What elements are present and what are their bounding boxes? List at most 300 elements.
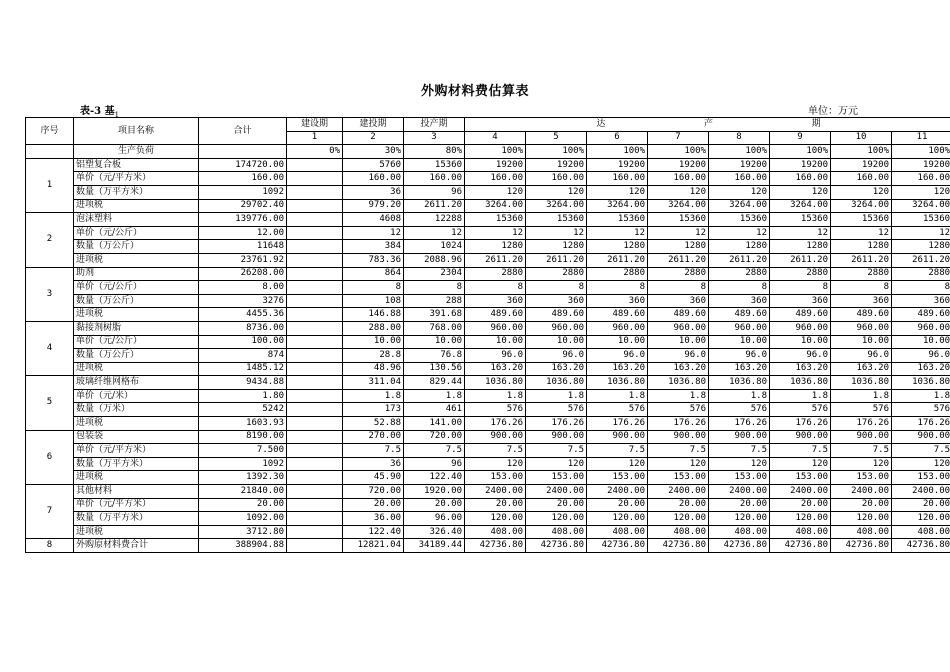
item-value: 900.00 <box>770 430 831 444</box>
item-value: 160.00 <box>892 172 950 186</box>
item-value: 900.00 <box>892 430 950 444</box>
item-value: 96.0 <box>709 349 770 363</box>
item-name: 进项税 <box>74 308 199 322</box>
item-value: 42736.80 <box>831 539 892 553</box>
item-value: 1024 <box>404 240 465 254</box>
table-row <box>26 485 950 499</box>
item-value: 7.5 <box>892 444 950 458</box>
table-row <box>26 253 950 267</box>
item-value: 489.60 <box>648 308 709 322</box>
item-value <box>287 539 343 553</box>
item-value: 2611.20 <box>404 199 465 213</box>
item-value: 4608 <box>343 213 404 227</box>
item-value: 176.26 <box>709 417 770 431</box>
item-value: 120 <box>526 185 587 199</box>
item-name: 数量（万米） <box>74 403 199 417</box>
item-name: 数量（万公斤） <box>74 349 199 363</box>
table-row <box>26 376 950 390</box>
table-row <box>26 498 950 512</box>
item-value: 122.40 <box>343 525 404 539</box>
header-build-invest: 建投期 <box>343 118 404 132</box>
item-value: 120 <box>465 185 526 199</box>
item-value: 36.00 <box>343 512 404 526</box>
item-value: 900.00 <box>526 430 587 444</box>
item-name: 进项税 <box>74 362 199 376</box>
table-row <box>26 430 950 444</box>
item-value: 2400.00 <box>465 485 526 499</box>
item-value: 12 <box>709 226 770 240</box>
item-value: 360 <box>709 294 770 308</box>
item-value <box>287 376 343 390</box>
item-value: 960.00 <box>526 321 587 335</box>
item-value: 96.0 <box>892 349 950 363</box>
item-value: 19200 <box>831 158 892 172</box>
item-value: 10.00 <box>892 335 950 349</box>
item-value: 160.00 <box>343 172 404 186</box>
item-value: 1280 <box>465 240 526 254</box>
item-value: 960.00 <box>587 321 648 335</box>
item-value <box>287 362 343 376</box>
item-total: 388904.88 <box>199 539 287 553</box>
item-value <box>287 498 343 512</box>
item-value: 8 <box>404 281 465 295</box>
item-value: 10.00 <box>465 335 526 349</box>
item-value: 153.00 <box>831 471 892 485</box>
item-value <box>287 172 343 186</box>
item-value: 1.8 <box>648 389 709 403</box>
item-name: 单价（元/平方米） <box>74 444 199 458</box>
load-value: 80% <box>404 145 465 159</box>
item-value <box>287 457 343 471</box>
item-value: 326.40 <box>404 525 465 539</box>
item-value: 576 <box>526 403 587 417</box>
load-value: 100% <box>709 145 770 159</box>
page-title: 外购材料费估算表 <box>420 84 529 99</box>
item-total: 1092.00 <box>199 512 287 526</box>
item-value: 8 <box>465 281 526 295</box>
header-year: 11 <box>892 131 950 145</box>
table-row <box>26 417 950 431</box>
item-value: 12 <box>770 226 831 240</box>
item-value: 1036.80 <box>892 376 950 390</box>
table-row <box>26 267 950 281</box>
item-value: 7.5 <box>831 444 892 458</box>
header-year: 9 <box>770 131 831 145</box>
item-value: 160.00 <box>465 172 526 186</box>
item-value: 720.00 <box>404 430 465 444</box>
item-value: 7.5 <box>343 444 404 458</box>
item-value: 3264.00 <box>587 199 648 213</box>
item-value: 42736.80 <box>587 539 648 553</box>
item-value: 48.96 <box>343 362 404 376</box>
item-value: 3264.00 <box>648 199 709 213</box>
item-value: 120 <box>892 185 950 199</box>
table-row <box>26 321 950 335</box>
item-value: 12288 <box>404 213 465 227</box>
item-name: 包装袋 <box>74 430 199 444</box>
item-value: 19200 <box>465 158 526 172</box>
item-value: 7.5 <box>770 444 831 458</box>
item-value: 120 <box>709 185 770 199</box>
item-name: 助剂 <box>74 267 199 281</box>
table-row <box>26 457 950 471</box>
item-value: 1.8 <box>892 389 950 403</box>
item-value: 153.00 <box>526 471 587 485</box>
item-value: 1036.80 <box>709 376 770 390</box>
item-value: 19200 <box>892 158 950 172</box>
item-value: 2400.00 <box>526 485 587 499</box>
item-value: 20.00 <box>892 498 950 512</box>
item-value: 408.00 <box>831 525 892 539</box>
item-value: 576 <box>831 403 892 417</box>
header-row-1 <box>26 118 950 132</box>
item-value: 2880 <box>709 267 770 281</box>
seq-cell: 4 <box>26 321 74 375</box>
item-value: 2880 <box>587 267 648 281</box>
item-value: 1280 <box>770 240 831 254</box>
item-value: 8 <box>526 281 587 295</box>
item-value: 489.60 <box>526 308 587 322</box>
item-value: 360 <box>526 294 587 308</box>
item-value: 489.60 <box>770 308 831 322</box>
item-total: 174720.00 <box>199 158 287 172</box>
item-value: 120 <box>465 457 526 471</box>
load-value: 100% <box>770 145 831 159</box>
item-value: 10.00 <box>831 335 892 349</box>
item-value: 360 <box>648 294 709 308</box>
item-name: 数量（万公斤） <box>74 294 199 308</box>
item-value: 96.00 <box>404 512 465 526</box>
item-value: 10.00 <box>648 335 709 349</box>
table-code: 表-3 基$_1$ <box>80 106 120 119</box>
item-value: 120.00 <box>526 512 587 526</box>
item-name: 玻璃纤维网格布 <box>74 376 199 390</box>
table-row <box>26 539 950 553</box>
load-value: 0% <box>287 145 343 159</box>
item-value: 12 <box>648 226 709 240</box>
item-value: 19200 <box>648 158 709 172</box>
item-name: 其他材料 <box>74 485 199 499</box>
item-value <box>287 403 343 417</box>
item-value: 146.88 <box>343 308 404 322</box>
item-value: 76.8 <box>404 349 465 363</box>
item-value <box>287 213 343 227</box>
item-value: 1.8 <box>343 389 404 403</box>
item-value <box>287 444 343 458</box>
header-total: 合计 <box>199 118 287 145</box>
item-value: 10.00 <box>404 335 465 349</box>
header-year: 2 <box>343 131 404 145</box>
item-value: 28.8 <box>343 349 404 363</box>
seq-cell: 6 <box>26 430 74 484</box>
item-value: 120.00 <box>465 512 526 526</box>
item-value <box>287 281 343 295</box>
item-value: 19200 <box>587 158 648 172</box>
item-value: 15360 <box>770 213 831 227</box>
seq-cell: 3 <box>26 267 74 321</box>
header-year: 3 <box>404 131 465 145</box>
item-value: 163.20 <box>892 362 950 376</box>
item-value: 19200 <box>526 158 587 172</box>
item-value: 576 <box>465 403 526 417</box>
header-year: 6 <box>587 131 648 145</box>
item-value: 160.00 <box>831 172 892 186</box>
item-value: 1280 <box>587 240 648 254</box>
item-total: 1.80 <box>199 389 287 403</box>
header-build: 建设期 <box>287 118 343 132</box>
item-value <box>287 321 343 335</box>
item-value: 720.00 <box>343 485 404 499</box>
item-value: 288 <box>404 294 465 308</box>
item-value: 2880 <box>465 267 526 281</box>
item-value: 176.26 <box>892 417 950 431</box>
header-name: 项目名称 <box>74 118 199 145</box>
item-name: 单价（元/公斤） <box>74 335 199 349</box>
item-value: 108 <box>343 294 404 308</box>
item-value <box>287 226 343 240</box>
item-value: 96.0 <box>587 349 648 363</box>
item-value: 163.20 <box>709 362 770 376</box>
load-value: 100% <box>526 145 587 159</box>
table-row <box>26 444 950 458</box>
item-value: 408.00 <box>526 525 587 539</box>
item-value: 160.00 <box>404 172 465 186</box>
item-value: 900.00 <box>648 430 709 444</box>
item-value: 12 <box>404 226 465 240</box>
item-value: 391.68 <box>404 308 465 322</box>
item-name: 数量（万平方米） <box>74 185 199 199</box>
seq-cell: 8 <box>26 539 74 553</box>
item-value: 163.20 <box>587 362 648 376</box>
item-value: 1.8 <box>404 389 465 403</box>
item-total: 1485.12 <box>199 362 287 376</box>
item-value: 96.0 <box>831 349 892 363</box>
table-row <box>26 213 950 227</box>
item-value: 12 <box>526 226 587 240</box>
item-value: 1920.00 <box>404 485 465 499</box>
item-value: 96 <box>404 457 465 471</box>
item-value: 7.5 <box>526 444 587 458</box>
item-value: 160.00 <box>587 172 648 186</box>
item-value: 10.00 <box>526 335 587 349</box>
item-value: 176.26 <box>465 417 526 431</box>
item-value: 122.40 <box>404 471 465 485</box>
item-value: 576 <box>770 403 831 417</box>
item-value <box>287 199 343 213</box>
item-value: 461 <box>404 403 465 417</box>
header-year: 8 <box>709 131 770 145</box>
item-value: 15360 <box>892 213 950 227</box>
item-value: 2880 <box>526 267 587 281</box>
item-name: 数量（万平方米） <box>74 512 199 526</box>
item-value: 408.00 <box>648 525 709 539</box>
item-value: 1280 <box>892 240 950 254</box>
item-value: 120 <box>587 457 648 471</box>
item-value: 20.00 <box>709 498 770 512</box>
item-value: 176.26 <box>526 417 587 431</box>
item-value: 160.00 <box>648 172 709 186</box>
header-reach-production: 达 产 期 <box>465 118 950 132</box>
item-value: 163.20 <box>465 362 526 376</box>
item-value: 960.00 <box>831 321 892 335</box>
item-value: 120.00 <box>892 512 950 526</box>
item-value: 2611.20 <box>526 253 587 267</box>
table-row <box>26 403 950 417</box>
item-value: 829.44 <box>404 376 465 390</box>
item-value: 2880 <box>648 267 709 281</box>
table-row <box>26 335 950 349</box>
item-value: 15360 <box>587 213 648 227</box>
seq-cell <box>26 145 74 159</box>
item-value: 120.00 <box>709 512 770 526</box>
item-total: 160.00 <box>199 172 287 186</box>
item-value: 120 <box>648 457 709 471</box>
item-value: 120 <box>770 185 831 199</box>
item-value: 408.00 <box>770 525 831 539</box>
table-row <box>26 471 950 485</box>
item-value: 153.00 <box>587 471 648 485</box>
item-value: 1.8 <box>709 389 770 403</box>
item-value: 120 <box>648 185 709 199</box>
item-value: 311.04 <box>343 376 404 390</box>
item-value: 2611.20 <box>709 253 770 267</box>
item-value: 1280 <box>709 240 770 254</box>
item-value: 15360 <box>526 213 587 227</box>
item-name: 单价（元/平方米） <box>74 498 199 512</box>
item-value: 20.00 <box>587 498 648 512</box>
item-value: 408.00 <box>465 525 526 539</box>
item-value: 15360 <box>648 213 709 227</box>
table-row <box>26 281 950 295</box>
item-value: 45.90 <box>343 471 404 485</box>
item-value: 173 <box>343 403 404 417</box>
item-total: 5242 <box>199 403 287 417</box>
item-name: 进项税 <box>74 199 199 213</box>
item-value: 1036.80 <box>526 376 587 390</box>
item-value: 3264.00 <box>526 199 587 213</box>
item-value: 8 <box>892 281 950 295</box>
item-name: 单价（元/公斤） <box>74 281 199 295</box>
table-row <box>26 172 950 186</box>
item-value <box>287 185 343 199</box>
item-value: 408.00 <box>892 525 950 539</box>
seq-cell: 7 <box>26 485 74 539</box>
load-row <box>26 145 950 159</box>
item-value: 2611.20 <box>831 253 892 267</box>
item-value: 1036.80 <box>770 376 831 390</box>
item-name: 铝塑复合板 <box>74 158 199 172</box>
item-value: 960.00 <box>709 321 770 335</box>
item-name: 进项税 <box>74 417 199 431</box>
item-total: 9434.88 <box>199 376 287 390</box>
item-value: 2880 <box>770 267 831 281</box>
item-value: 12 <box>465 226 526 240</box>
item-value: 2400.00 <box>587 485 648 499</box>
item-value: 8 <box>770 281 831 295</box>
item-value: 489.60 <box>709 308 770 322</box>
item-value: 176.26 <box>648 417 709 431</box>
item-name: 泡沫塑料 <box>74 213 199 227</box>
item-value: 20.00 <box>343 498 404 512</box>
item-name: 进项税 <box>74 471 199 485</box>
item-value: 1.8 <box>526 389 587 403</box>
item-value: 2611.20 <box>465 253 526 267</box>
table-row <box>26 349 950 363</box>
item-value: 1280 <box>648 240 709 254</box>
item-value: 52.88 <box>343 417 404 431</box>
item-name: 外购原材料费合计 <box>74 539 199 553</box>
load-value: 100% <box>648 145 709 159</box>
item-total: 8736.00 <box>199 321 287 335</box>
load-value: 30% <box>343 145 404 159</box>
item-total: 8.00 <box>199 281 287 295</box>
item-value <box>287 253 343 267</box>
item-value <box>287 471 343 485</box>
item-total: 874 <box>199 349 287 363</box>
header-year: 4 <box>465 131 526 145</box>
item-value: 1280 <box>526 240 587 254</box>
item-value: 96.0 <box>465 349 526 363</box>
item-value: 7.5 <box>587 444 648 458</box>
item-value: 20.00 <box>770 498 831 512</box>
item-total: 26208.00 <box>199 267 287 281</box>
item-value: 141.00 <box>404 417 465 431</box>
item-name: 黏接剂树脂 <box>74 321 199 335</box>
item-value: 20.00 <box>404 498 465 512</box>
item-value: 2880 <box>831 267 892 281</box>
item-value: 153.00 <box>770 471 831 485</box>
seq-cell: 1 <box>26 158 74 212</box>
item-value: 360 <box>831 294 892 308</box>
item-value <box>287 240 343 254</box>
item-value: 2400.00 <box>648 485 709 499</box>
table-row <box>26 226 950 240</box>
item-value: 153.00 <box>892 471 950 485</box>
item-value: 12 <box>831 226 892 240</box>
item-name: 进项税 <box>74 525 199 539</box>
item-value: 2611.20 <box>770 253 831 267</box>
item-name: 进项税 <box>74 253 199 267</box>
item-value: 7.5 <box>709 444 770 458</box>
item-value: 96 <box>404 185 465 199</box>
item-value: 3264.00 <box>770 199 831 213</box>
item-total: 23761.92 <box>199 253 287 267</box>
item-value: 120 <box>587 185 648 199</box>
item-value: 360 <box>892 294 950 308</box>
item-total: 1392.30 <box>199 471 287 485</box>
item-value: 783.36 <box>343 253 404 267</box>
item-value: 1.8 <box>831 389 892 403</box>
item-value: 3264.00 <box>709 199 770 213</box>
item-value <box>287 158 343 172</box>
item-value: 360 <box>587 294 648 308</box>
header-year: 5 <box>526 131 587 145</box>
load-value: 100% <box>831 145 892 159</box>
item-value: 270.00 <box>343 430 404 444</box>
item-total: 20.00 <box>199 498 287 512</box>
header-year: 10 <box>831 131 892 145</box>
item-total: 1092 <box>199 457 287 471</box>
item-value: 576 <box>648 403 709 417</box>
header-production: 投产期 <box>404 118 465 132</box>
header-year: 1 <box>287 131 343 145</box>
table-row <box>26 158 950 172</box>
item-name: 单价（元/米） <box>74 389 199 403</box>
item-value: 42736.80 <box>770 539 831 553</box>
table-row <box>26 389 950 403</box>
item-value <box>287 525 343 539</box>
item-value: 7.5 <box>465 444 526 458</box>
